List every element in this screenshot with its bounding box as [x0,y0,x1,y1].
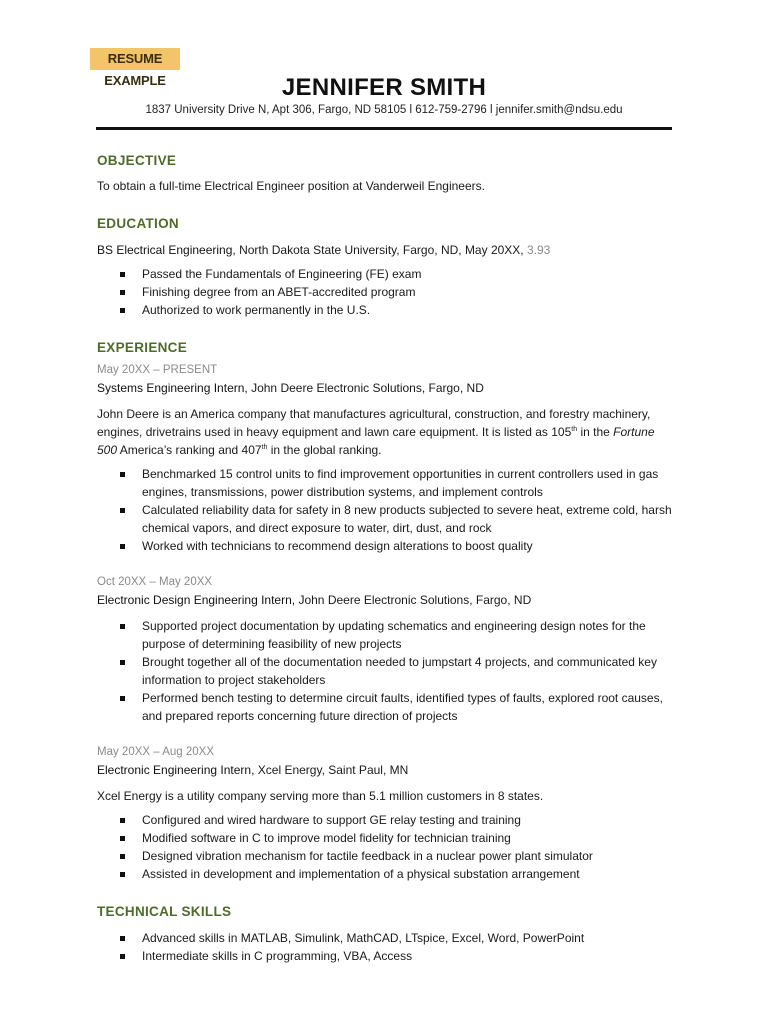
desc-text: America’s ranking and 407 [117,443,262,457]
list-item: Configured and wired hardware to support GE relay testing and training [97,811,673,829]
desc-italic: Fortune 500 [97,425,655,457]
list-item: Modified software in C to improve model fidelity for technician training [97,829,673,847]
experience-heading: EXPERIENCE [97,340,188,355]
list-item: Supported project documentation by updating schematics and engineering design notes for the purpose of determining feasibility of new projects [97,617,673,653]
gpa-value: 3.93 [523,243,551,257]
list-item: Passed the Fundamentals of Engineering (FE) exam [97,265,673,283]
job-bullets [97,617,673,725]
list-item: Brought together all of the documentation needed to jumpstart 4 projects, and communicated key information to project stakeholders [97,653,673,689]
objective-text: To obtain a full-time Electrical Engineer position at Vanderweil Engineers. [97,179,485,193]
list-item: Designed vibration mechanism for tactile feedback in a nuclear power plant simulator [97,847,673,865]
school-info: North Dakota State University, Fargo, ND, May 20XX, [235,243,524,257]
job-title-line [97,761,673,779]
job-entry [97,743,673,883]
job-description [97,405,673,459]
list-item: Advanced skills in MATLAB, Simulink, MathCAD, LTspice, Excel, Word, PowerPoint [97,929,673,947]
desc-text: in the [577,425,614,439]
list-item: Calculated reliability data for safety in 8 new products subjected to severe heat, extreme cold, harsh chemical vapors, and direct exposure to water, dirt, dust, and rock [97,501,673,537]
job-company: John Deere Electronic Solutions, Fargo, ND [247,381,484,395]
list-item: Worked with technicians to recommend design alterations to boost quality [97,537,673,555]
resume-example-badge: RESUME EXAMPLE [90,48,180,70]
job-title: Systems Engineering Intern, [97,381,248,395]
job-bullets [97,465,673,555]
job-title-line [97,591,673,609]
job-title: Electronic Engineering Intern, [97,763,255,777]
list-item: Assisted in development and implementation of a physical substation arrangement [97,865,673,883]
job-dates: Oct 20XX – May 20XX [97,576,213,588]
job-company: Xcel Energy, Saint Paul, MN [254,763,409,777]
header-divider [96,127,672,130]
job-entry [97,361,673,555]
list-item: Finishing degree from an ABET-accredited program [97,283,673,301]
desc-text: in the global ranking. [267,443,382,457]
list-item: Authorized to work permanently in the U.S. [97,301,673,319]
resume-body [97,152,673,965]
candidate-name: JENNIFER SMITH [281,74,487,101]
list-item: Intermediate skills in C programming, VBA, Access [97,947,673,965]
experience-section [97,339,673,883]
job-dates: May 20XX – Aug 20XX [97,746,214,758]
degree-title: BS Electrical Engineering, [97,243,236,257]
technical-skills-heading: TECHNICAL SKILLS [97,904,232,919]
job-dates: May 20XX – PRESENT [97,364,218,376]
objective-section [97,152,673,195]
list-item: Performed bench testing to determine circuit faults, identified types of faults, explored root causes, and prepared reports concerning future direction of projects [97,689,673,725]
skills-bullets [97,929,673,965]
education-bullets [97,265,673,319]
desc-superscript: th [261,444,268,451]
contact-info: 1837 University Drive N, Apt 306, Fargo, ND 58105 l 612-759-2796 l jennifer.smith@ndsu.edu [145,104,623,116]
education-heading: EDUCATION [97,216,179,231]
desc-text: John Deere is an America company that manufactures agricultural, construction, and forestry machinery, engines, drivetrains used in heavy equipment and lawn care equipment. It is listed as 105 [97,407,651,439]
job-title: Electronic Design Engineering Intern, [97,593,296,607]
technical-skills-section [97,903,673,965]
job-bullets [97,811,673,883]
job-description: Xcel Energy is a utility company serving more than 5.1 million customers in 8 states. [97,789,544,803]
job-title-line [97,379,673,397]
education-section [97,215,673,319]
job-entry [97,573,673,725]
objective-heading: OBJECTIVE [97,153,177,168]
desc-superscript: th [571,426,578,433]
degree-line [97,241,673,259]
job-company: John Deere Electronic Solutions, Fargo, ND [295,593,532,607]
list-item: Benchmarked 15 control units to find improvement opportunities in current controllers used in gas engines, transmissions, power distribution systems, and implement controls [97,465,673,501]
